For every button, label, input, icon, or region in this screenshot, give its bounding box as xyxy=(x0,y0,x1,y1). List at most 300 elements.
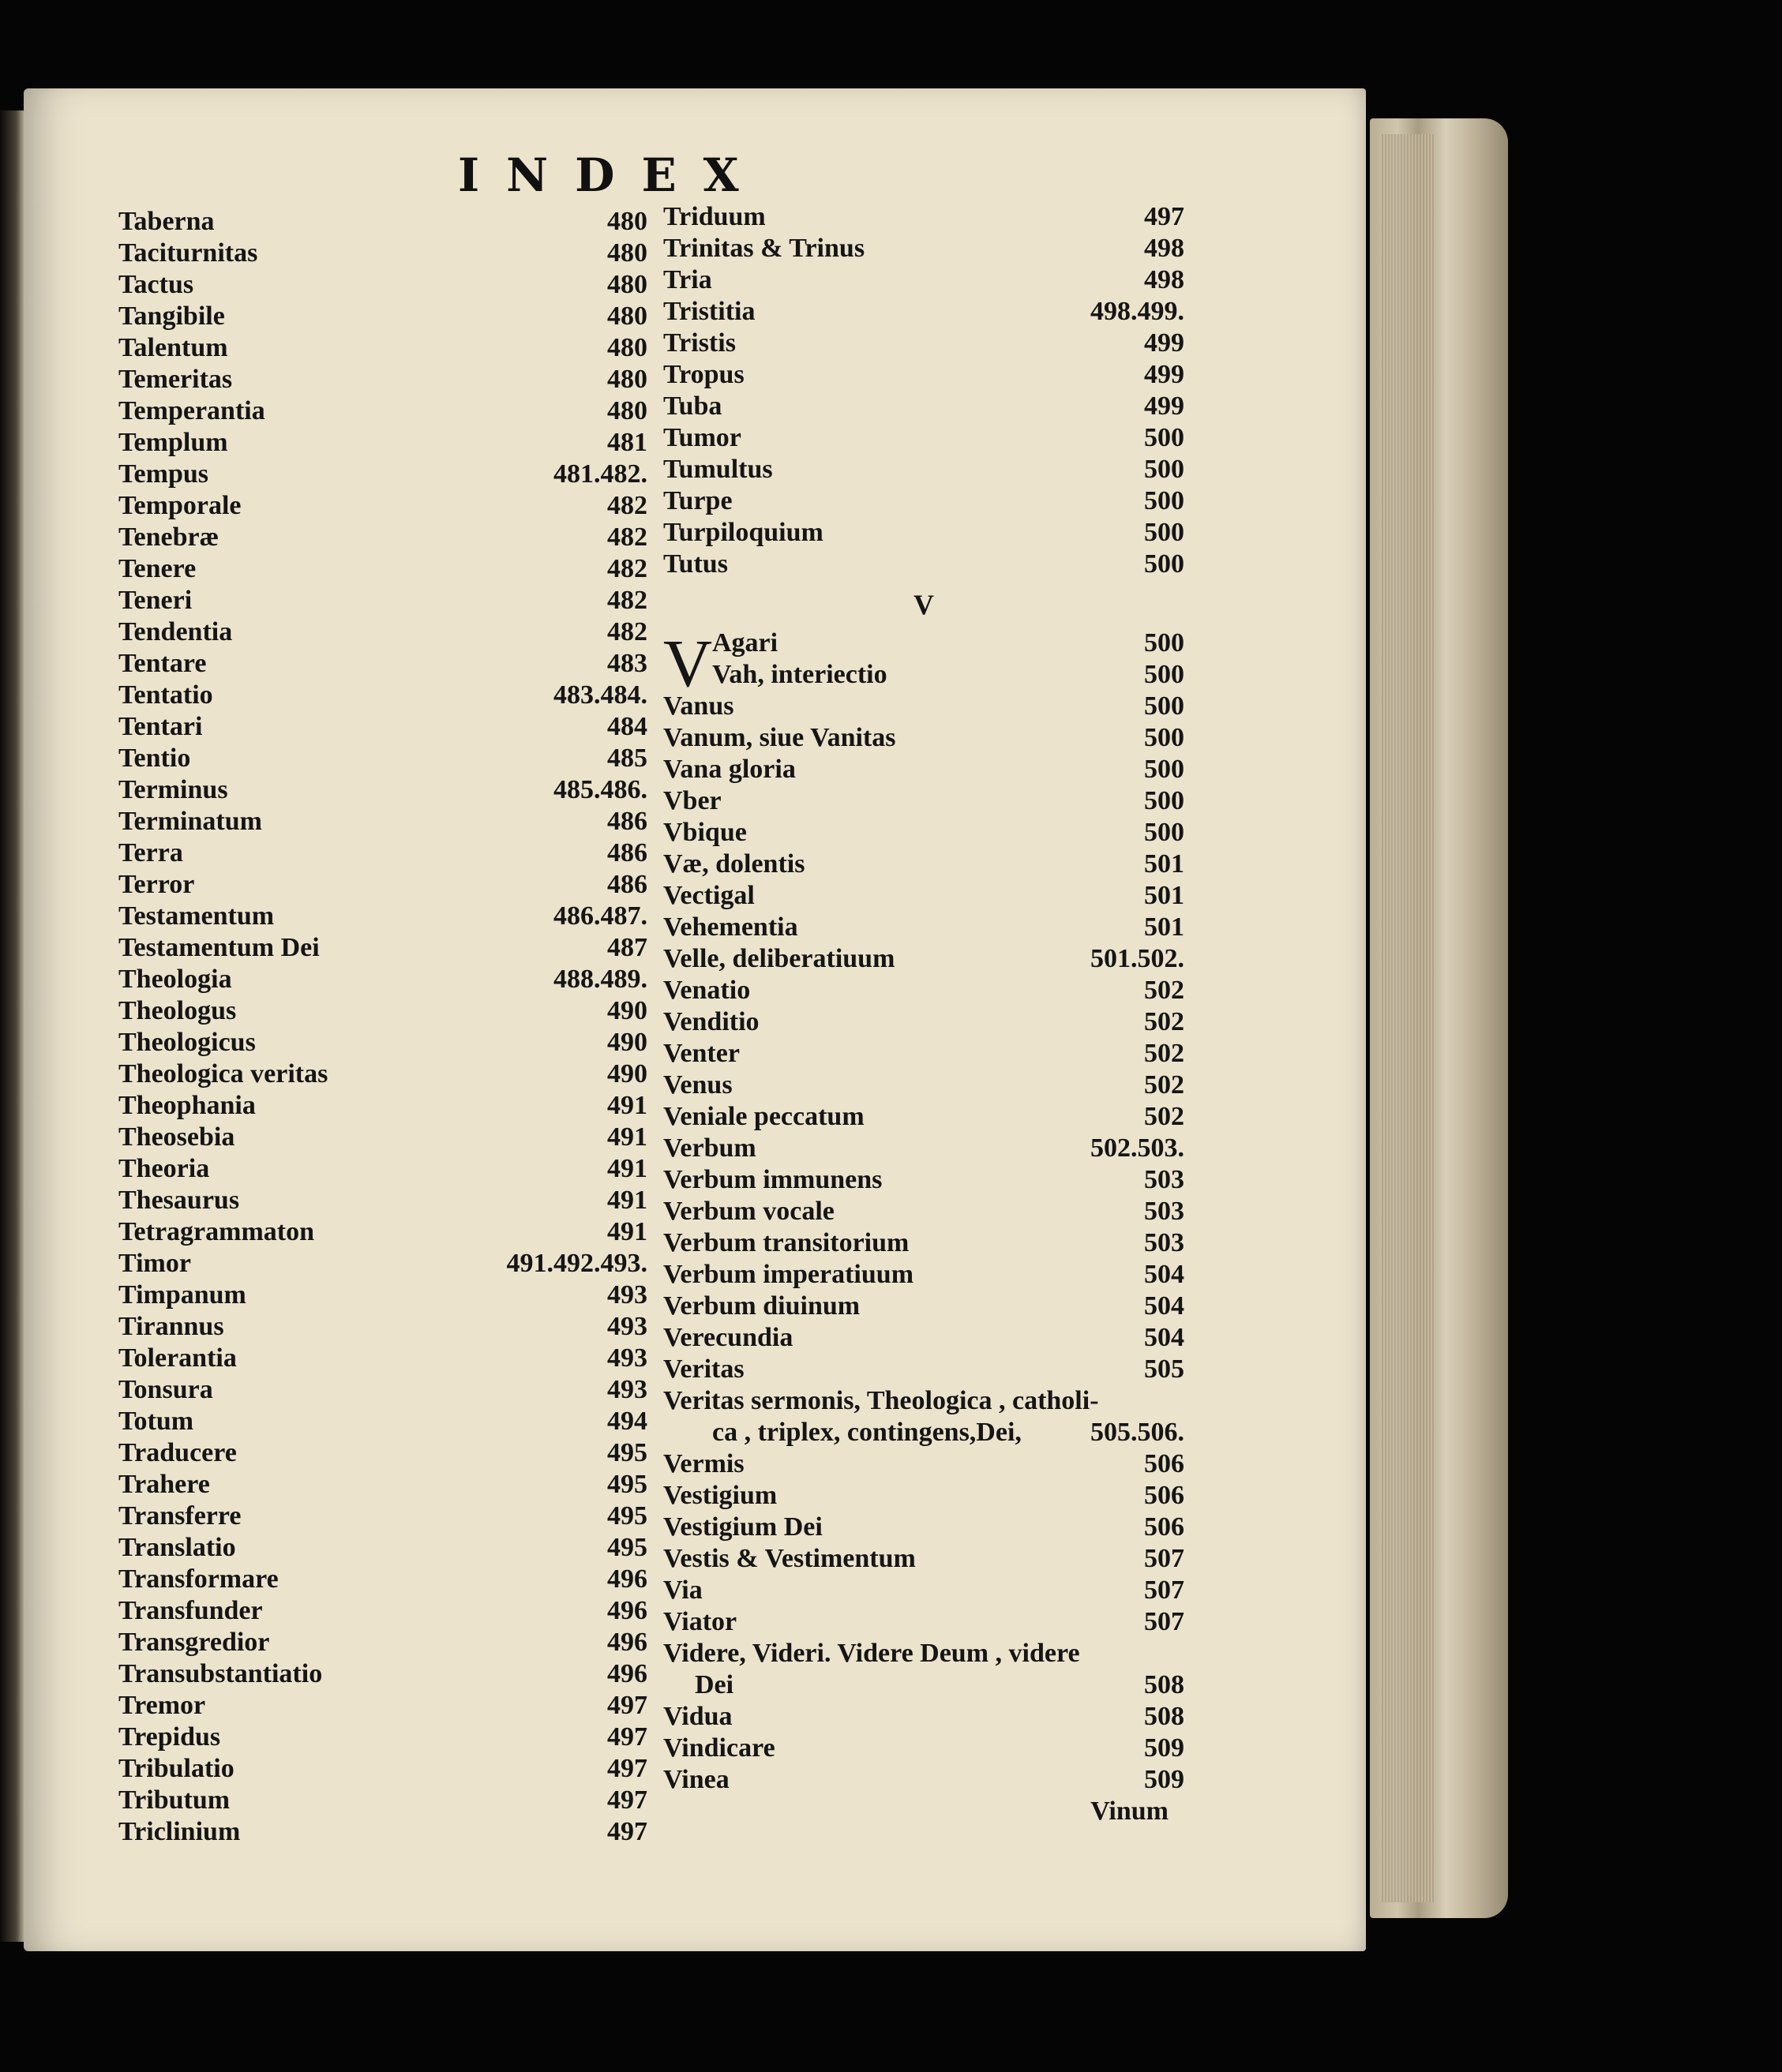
entry-page: 480 xyxy=(607,302,647,331)
index-entry xyxy=(118,459,647,491)
index-entry xyxy=(118,1438,647,1470)
entry-term: Trinitas & Trinus xyxy=(663,234,865,263)
entry-term: Verbum immunens xyxy=(663,1165,883,1194)
index-entry xyxy=(663,1354,1184,1386)
entry-term-continued: Dei xyxy=(695,1670,734,1699)
entry-page: 490 xyxy=(607,1028,647,1057)
entry-page: 497 xyxy=(607,1691,647,1720)
entry-term: Venatio xyxy=(663,976,751,1005)
index-entry xyxy=(663,1544,1184,1576)
index-entry xyxy=(663,1765,1184,1797)
index-entry xyxy=(118,1785,647,1817)
index-entry xyxy=(118,1470,647,1501)
entry-term: Vermis xyxy=(663,1449,745,1478)
entry-page: 502 xyxy=(1144,1102,1184,1131)
entry-page: 496 xyxy=(607,1659,647,1688)
entry-term: Transferre xyxy=(118,1501,242,1531)
index-entry xyxy=(118,1186,647,1217)
index-entry xyxy=(118,1659,647,1691)
entry-page: 500 xyxy=(1144,691,1184,721)
entry-term: Tumor xyxy=(663,423,741,452)
entry-term: Agari xyxy=(712,628,778,658)
entry-page: 482 xyxy=(607,554,647,583)
entry-page: 480 xyxy=(607,365,647,394)
entry-term: Talentum xyxy=(118,333,228,362)
entry-page: 486 xyxy=(607,838,647,867)
index-entry xyxy=(118,1691,647,1722)
index-entry xyxy=(118,1249,647,1280)
entry-term: Triclinium xyxy=(118,1817,241,1846)
entry-term: Vidua xyxy=(663,1702,733,1731)
entry-term: Testamentum Dei xyxy=(118,933,320,962)
entry-page: 484 xyxy=(607,712,647,741)
entry-term: Tremor xyxy=(118,1691,206,1720)
entry-term: Theoria xyxy=(118,1154,210,1183)
index-entry xyxy=(118,302,647,333)
index-t-entries xyxy=(663,202,1184,581)
entry-page: 502.503. xyxy=(1090,1133,1184,1163)
entry-page: 485.486. xyxy=(553,775,647,804)
entry-term: Theologicus xyxy=(118,1028,256,1057)
entry-page: 506 xyxy=(1144,1512,1184,1542)
entry-page: 508 xyxy=(1144,1670,1184,1699)
index-v-entries xyxy=(663,1449,1184,1639)
entry-term: Thesaurus xyxy=(118,1186,240,1215)
entry-page: 491 xyxy=(607,1217,647,1246)
entry-page: 500 xyxy=(1144,423,1184,452)
entry-term: Theosebia xyxy=(118,1122,235,1152)
index-entry xyxy=(663,1576,1184,1607)
index-entry xyxy=(663,1039,1184,1070)
entry-page: 500 xyxy=(1144,628,1184,658)
index-entry xyxy=(118,1059,647,1091)
entry-page: 500 xyxy=(1144,786,1184,815)
entry-term: Temperantia xyxy=(118,396,265,425)
entry-term: Væ, dolentis xyxy=(663,849,805,879)
index-entry xyxy=(663,1007,1184,1039)
index-entry xyxy=(663,1449,1184,1481)
entry-page: 494 xyxy=(607,1407,647,1436)
entry-term: Vindicare xyxy=(663,1733,775,1763)
entry-page: 500 xyxy=(1144,486,1184,515)
entry-term: Vanum, siue Vanitas xyxy=(663,723,896,752)
book-cover-edge xyxy=(0,111,27,1942)
index-entry xyxy=(118,365,647,396)
entry-page: 507 xyxy=(1144,1607,1184,1636)
index-entry xyxy=(663,549,1184,581)
index-entry xyxy=(663,818,1184,849)
entry-term: Translatio xyxy=(118,1533,236,1562)
index-entry xyxy=(118,1596,647,1628)
entry-term: Taberna xyxy=(118,207,215,236)
entry-term: Timpanum xyxy=(118,1280,246,1310)
entry-page: 493 xyxy=(607,1312,647,1341)
index-entry xyxy=(663,1260,1184,1291)
entry-term: Tenebræ xyxy=(118,523,219,552)
entry-term: Tentari xyxy=(118,712,203,741)
catchword-row xyxy=(663,1797,1184,1828)
index-entry xyxy=(663,1481,1184,1512)
entry-term: Tangibile xyxy=(118,302,225,331)
index-entry xyxy=(118,333,647,365)
entry-page: 480 xyxy=(607,238,647,268)
entry-term: Terminatum xyxy=(118,807,262,836)
entry-page: 495 xyxy=(607,1501,647,1531)
index-entry xyxy=(118,744,647,775)
dropcap-entry xyxy=(663,625,1184,701)
index-entry xyxy=(663,849,1184,881)
index-entry xyxy=(663,392,1184,423)
index-entry-videre xyxy=(663,1639,1184,1702)
index-v-entries xyxy=(663,691,1184,1386)
entry-term: Transgredior xyxy=(118,1628,270,1657)
entry-page: 496 xyxy=(607,1564,647,1594)
entry-page: 500 xyxy=(1144,518,1184,547)
index-entry xyxy=(118,396,647,428)
entry-page: 502 xyxy=(1144,1070,1184,1100)
entry-page: 503 xyxy=(1144,1165,1184,1194)
entry-term: Tonsura xyxy=(118,1375,213,1404)
entry-page: 502 xyxy=(1144,1039,1184,1068)
index-entry xyxy=(663,423,1184,455)
entry-page: 490 xyxy=(607,996,647,1025)
entry-page: 502 xyxy=(1144,976,1184,1005)
entry-term: Verecundia xyxy=(663,1323,793,1352)
entry-term: Venter xyxy=(663,1039,740,1068)
index-entry xyxy=(663,1323,1184,1354)
entry-term: Tendentia xyxy=(118,617,233,646)
index-entry xyxy=(663,723,1184,755)
index-entry xyxy=(118,270,647,302)
index-entry xyxy=(118,1154,647,1186)
entry-page: 488.489. xyxy=(553,965,647,994)
index-entry xyxy=(663,202,1184,234)
index-entry xyxy=(118,1533,647,1564)
entry-term: Theophania xyxy=(118,1091,256,1120)
entry-term: Terror xyxy=(118,870,195,899)
entry-page: 486 xyxy=(607,807,647,836)
entry-term: Verbum transitorium xyxy=(663,1228,910,1257)
index-entry xyxy=(118,586,647,617)
entry-term: Vah, interiectio xyxy=(712,660,887,689)
index-entry xyxy=(118,965,647,996)
index-entry xyxy=(663,1228,1184,1260)
entry-term: Tributum xyxy=(118,1785,231,1815)
entry-term: Vanus xyxy=(663,691,734,721)
entry-term: Vana gloria xyxy=(663,755,796,784)
entry-term: Veritas xyxy=(663,1354,745,1384)
entry-term: Theologica veritas xyxy=(118,1059,328,1088)
entry-term: Turpe xyxy=(663,486,733,515)
index-entry xyxy=(663,1070,1184,1102)
index-entry xyxy=(663,518,1184,549)
index-entry xyxy=(118,1122,647,1154)
index-entry xyxy=(663,455,1184,486)
index-entry xyxy=(118,649,647,680)
entry-page: 500 xyxy=(1144,455,1184,484)
entry-term: Venditio xyxy=(663,1007,760,1036)
index-entry xyxy=(663,1133,1184,1165)
entry-page: 495 xyxy=(607,1438,647,1467)
index-entry xyxy=(118,901,647,933)
index-entry xyxy=(118,933,647,965)
index-entry xyxy=(118,491,647,523)
entry-term: Vber xyxy=(663,786,722,815)
entry-term: Verbum vocale xyxy=(663,1197,835,1226)
entry-term: Templum xyxy=(118,428,228,457)
entry-page: 480 xyxy=(607,396,647,425)
index-entry xyxy=(118,1564,647,1596)
entry-term: Velle, deliberatiuum xyxy=(663,944,895,973)
index-entry xyxy=(118,1217,647,1249)
entry-page: 501 xyxy=(1144,912,1184,942)
entry-term: Taciturnitas xyxy=(118,238,258,268)
index-entry xyxy=(663,328,1184,360)
entry-page: 496 xyxy=(607,1596,647,1625)
entry-page: 501 xyxy=(1144,849,1184,879)
index-entry xyxy=(118,1501,647,1533)
index-column-right xyxy=(663,202,1184,1828)
entry-page: 504 xyxy=(1144,1260,1184,1289)
index-entry xyxy=(663,1197,1184,1228)
index-entry xyxy=(118,996,647,1028)
index-entry xyxy=(118,428,647,459)
entry-page: 499 xyxy=(1144,360,1184,389)
entry-term: Tetragrammaton xyxy=(118,1217,315,1246)
index-entry xyxy=(663,691,1184,723)
index-entry xyxy=(663,486,1184,518)
entry-page: 491.492.493. xyxy=(506,1249,647,1278)
dropcap-letter: V xyxy=(663,625,713,701)
entry-term: Testamentum xyxy=(118,901,275,931)
index-entry xyxy=(663,1512,1184,1544)
entry-page: 500 xyxy=(1144,723,1184,752)
index-entry xyxy=(663,944,1184,976)
entry-term: Veritas sermonis, Theologica , catholi- xyxy=(663,1386,1099,1415)
entry-page: 501 xyxy=(1144,881,1184,910)
entry-page: 493 xyxy=(607,1375,647,1404)
entry-term: Tactus xyxy=(118,270,194,299)
entry-term: Tumultus xyxy=(663,455,773,484)
entry-page: 508 xyxy=(1144,1702,1184,1731)
entry-page: 486 xyxy=(607,870,647,899)
entry-term: Vectigal xyxy=(663,881,755,910)
entry-term: Tribulatio xyxy=(118,1754,234,1783)
entry-term: Teneri xyxy=(118,586,193,615)
entry-page: 483.484. xyxy=(553,680,647,710)
entry-page: 500 xyxy=(1144,818,1184,847)
entry-page: 507 xyxy=(1144,1576,1184,1605)
entry-page: 482 xyxy=(607,523,647,552)
entry-term: Turpiloquium xyxy=(663,518,823,547)
entry-term: Tristis xyxy=(663,328,736,358)
entry-term: Trepidus xyxy=(118,1722,221,1752)
index-entry xyxy=(118,617,647,649)
entry-term: Verbum xyxy=(663,1133,756,1163)
entry-term: Transubstantiatio xyxy=(118,1659,323,1688)
entry-page: 507 xyxy=(1144,1544,1184,1573)
index-entry xyxy=(663,1102,1184,1133)
entry-page: 499 xyxy=(1144,392,1184,421)
entry-page: 497 xyxy=(607,1754,647,1783)
entry-term: Totum xyxy=(118,1407,194,1436)
index-entry xyxy=(712,660,1184,691)
entry-term: Tentare xyxy=(118,649,207,678)
catchword: Vinum xyxy=(1090,1797,1169,1826)
index-entry xyxy=(663,755,1184,786)
index-entry xyxy=(663,1291,1184,1323)
entry-term: Tuba xyxy=(663,392,722,421)
entry-term: Vinea xyxy=(663,1765,730,1794)
index-entry xyxy=(118,870,647,901)
entry-page: 480 xyxy=(607,207,647,236)
entry-page: 496 xyxy=(607,1628,647,1657)
entry-page: 506 xyxy=(1144,1449,1184,1478)
index-entry xyxy=(663,360,1184,392)
index-entry xyxy=(118,207,647,238)
index-entry xyxy=(663,976,1184,1007)
index-entry xyxy=(118,680,647,712)
index-entry xyxy=(663,881,1184,912)
index-entry xyxy=(663,234,1184,265)
entry-term: Terra xyxy=(118,838,183,867)
index-entry xyxy=(663,912,1184,944)
index-entry xyxy=(118,775,647,807)
entry-page: 497 xyxy=(1144,202,1184,231)
entry-page: 503 xyxy=(1144,1197,1184,1226)
entry-page: 482 xyxy=(607,491,647,520)
index-entry xyxy=(118,1628,647,1659)
entry-term: Veniale peccatum xyxy=(663,1102,865,1131)
entry-page: 498.499. xyxy=(1090,297,1184,326)
index-entry xyxy=(118,1722,647,1754)
entry-page: 495 xyxy=(607,1533,647,1562)
entry-term: Tutus xyxy=(663,549,728,579)
entry-page: 499 xyxy=(1144,328,1184,358)
entry-term: Tirannus xyxy=(118,1312,224,1341)
entry-term: Transformare xyxy=(118,1564,279,1594)
entry-term: Terminus xyxy=(118,775,228,804)
index-entry xyxy=(118,1817,647,1849)
entry-page: 480 xyxy=(607,333,647,362)
entry-page: 501.502. xyxy=(1090,944,1184,973)
entry-page: 505 xyxy=(1144,1354,1184,1384)
section-heading-v: V xyxy=(914,589,934,620)
entry-page: 504 xyxy=(1144,1291,1184,1321)
index-entry xyxy=(118,1407,647,1438)
entry-page: 506 xyxy=(1144,1481,1184,1510)
entry-term: Tristitia xyxy=(663,297,756,326)
entry-term: Verbum imperatiuum xyxy=(663,1260,914,1289)
index-entry xyxy=(118,807,647,838)
index-entry xyxy=(663,786,1184,818)
entry-term: Tempus xyxy=(118,459,209,489)
entry-term: Viator xyxy=(663,1607,737,1636)
entry-term: Tentatio xyxy=(118,680,213,710)
index-entry xyxy=(118,1091,647,1122)
entry-page: 482 xyxy=(607,586,647,615)
entry-page: 491 xyxy=(607,1154,647,1183)
entry-page: 504 xyxy=(1144,1323,1184,1352)
entry-page: 481.482. xyxy=(553,459,647,489)
entry-page: 491 xyxy=(607,1186,647,1215)
index-entry xyxy=(118,1280,647,1312)
entry-page: 497 xyxy=(607,1722,647,1752)
entry-term: Theologus xyxy=(118,996,237,1025)
entry-term: Vestigium xyxy=(663,1481,778,1510)
index-entry xyxy=(663,1165,1184,1197)
entry-page: 495 xyxy=(607,1470,647,1499)
entry-page: 500 xyxy=(1144,660,1184,689)
entry-term: Tolerantia xyxy=(118,1343,237,1373)
index-entry xyxy=(712,628,1184,660)
entry-page: 497 xyxy=(607,1817,647,1846)
entry-term: Tria xyxy=(663,265,712,294)
entry-term: Videre, Videri. Videre Deum , videre xyxy=(663,1639,1080,1668)
entry-page: 502 xyxy=(1144,1007,1184,1036)
index-entry xyxy=(118,1028,647,1059)
entry-page: 493 xyxy=(607,1343,647,1373)
index-entry xyxy=(118,238,647,270)
entry-page: 483 xyxy=(607,649,647,678)
entry-term: Theologia xyxy=(118,965,232,994)
entry-page: 498 xyxy=(1144,234,1184,263)
entry-page: 487 xyxy=(607,933,647,962)
entry-term: Vehementia xyxy=(663,912,798,942)
entry-page: 481 xyxy=(607,428,647,457)
index-entry xyxy=(663,297,1184,328)
index-entry xyxy=(663,1733,1184,1765)
index-entry xyxy=(118,1375,647,1407)
entry-page: 485 xyxy=(607,744,647,773)
index-entry xyxy=(118,712,647,744)
entry-page: 490 xyxy=(607,1059,647,1088)
entry-page: 500 xyxy=(1144,549,1184,579)
entry-term: Tentio xyxy=(118,744,191,773)
entry-page: 509 xyxy=(1144,1765,1184,1794)
entry-page: 505.506. xyxy=(1090,1418,1184,1447)
entry-term: Tropus xyxy=(663,360,745,389)
entry-term: Vestis & Vestimentum xyxy=(663,1544,916,1573)
entry-term: Timor xyxy=(118,1249,191,1278)
entry-page: 498 xyxy=(1144,265,1184,294)
index-entry xyxy=(118,1312,647,1343)
index-column-left xyxy=(118,207,647,1849)
index-entry xyxy=(663,265,1184,297)
entry-term: Triduum xyxy=(663,202,766,231)
entry-term: Trahere xyxy=(118,1470,210,1499)
entry-term: Temporale xyxy=(118,491,242,520)
entry-term: Vbique xyxy=(663,818,747,847)
index-entry xyxy=(663,1607,1184,1639)
index-v-entries xyxy=(663,1702,1184,1797)
entry-page: 493 xyxy=(607,1280,647,1310)
entry-page: 482 xyxy=(607,617,647,646)
index-entry xyxy=(118,523,647,554)
entry-term: Temeritas xyxy=(118,365,233,394)
entry-term: Venus xyxy=(663,1070,733,1100)
entry-term: Verbum diuinum xyxy=(663,1291,861,1321)
entry-page: 509 xyxy=(1144,1733,1184,1763)
entry-page: 491 xyxy=(607,1122,647,1152)
index-entry xyxy=(118,1343,647,1375)
entry-term: Via xyxy=(663,1576,703,1605)
entry-term: Vestigium Dei xyxy=(663,1512,823,1542)
entry-page: 503 xyxy=(1144,1228,1184,1257)
entry-page: 497 xyxy=(607,1785,647,1815)
entry-term: Transfunder xyxy=(118,1596,263,1625)
entry-term: Traducere xyxy=(118,1438,237,1467)
